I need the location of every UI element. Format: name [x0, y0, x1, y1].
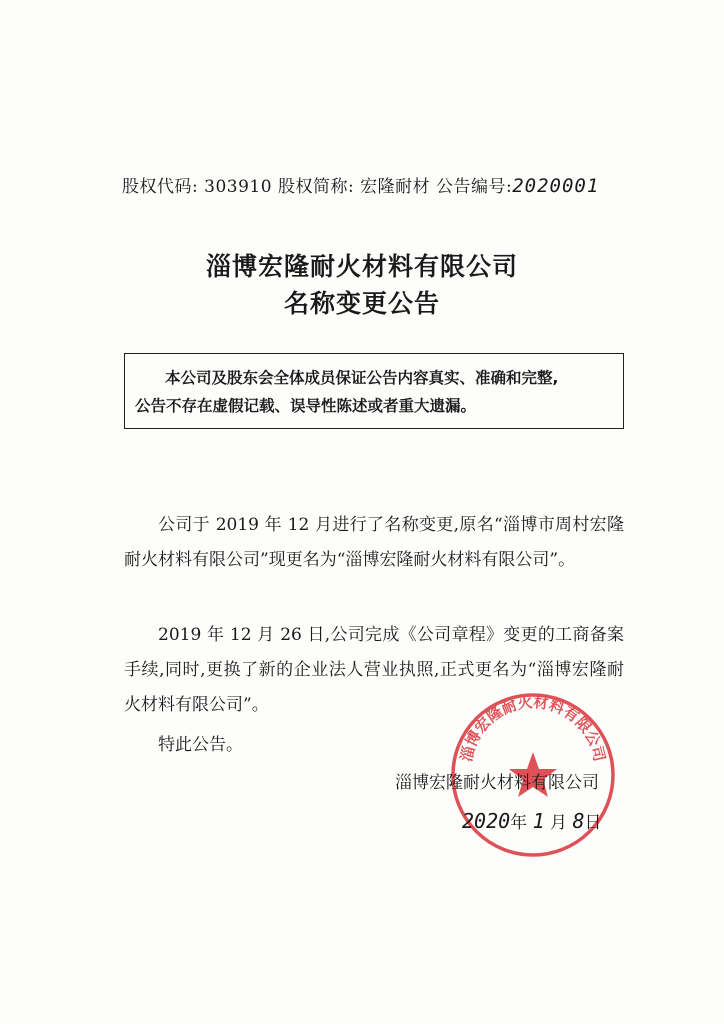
notice-no: 2020001 [512, 175, 600, 197]
date-month: 1 [532, 809, 545, 833]
document-title-company: 淄博宏隆耐火材料有限公司 [205, 252, 518, 281]
date-day-unit: 日 [584, 813, 602, 833]
date-year-unit: 年 [510, 813, 528, 833]
body-paragraph-1: 公司于 2019 年 12 月进行了名称变更,原名“淄博市周村宏隆耐火材料有限公司”现更名为“淄博宏隆耐火材料有限公司”。 [124, 515, 624, 570]
stock-name: 宏隆耐材 [360, 177, 431, 197]
stock-name-label: 股权简称: [277, 177, 355, 197]
notice-no-label: 公告编号: [436, 177, 513, 197]
document-title-subject: 名称变更公告 [283, 289, 440, 318]
signature-date [462, 808, 601, 833]
date-month-unit: 月 [550, 813, 568, 833]
date-day: 8 [572, 809, 585, 833]
signer-company: 淄博宏隆耐火材料有限公司 [395, 773, 599, 793]
disclaimer-line-1: 本公司及股东会全体成员保证公告内容真实、准确和完整, [165, 369, 559, 387]
body-paragraph-2: 2019 年 12 月 26 日,公司完成《公司章程》变更的工商备案手续,同时,更换了新的企业法人营业执照,正式更名为“淄博宏隆耐火材料有限公司”。 [124, 625, 624, 715]
disclaimer-line-2: 公告不存在虚假记载、误导性陈述或者重大遗漏。 [135, 397, 477, 415]
date-year: 2020 [462, 809, 511, 833]
header-meta-line [122, 172, 599, 197]
seal-text: 淄博宏隆耐火材料有限公司 [457, 693, 609, 764]
closing-text: 特此公告。 [158, 735, 243, 755]
stock-code: 303910 [204, 177, 273, 197]
disclaimer-box [124, 353, 624, 429]
stock-code-label: 股权代码: [122, 177, 199, 197]
